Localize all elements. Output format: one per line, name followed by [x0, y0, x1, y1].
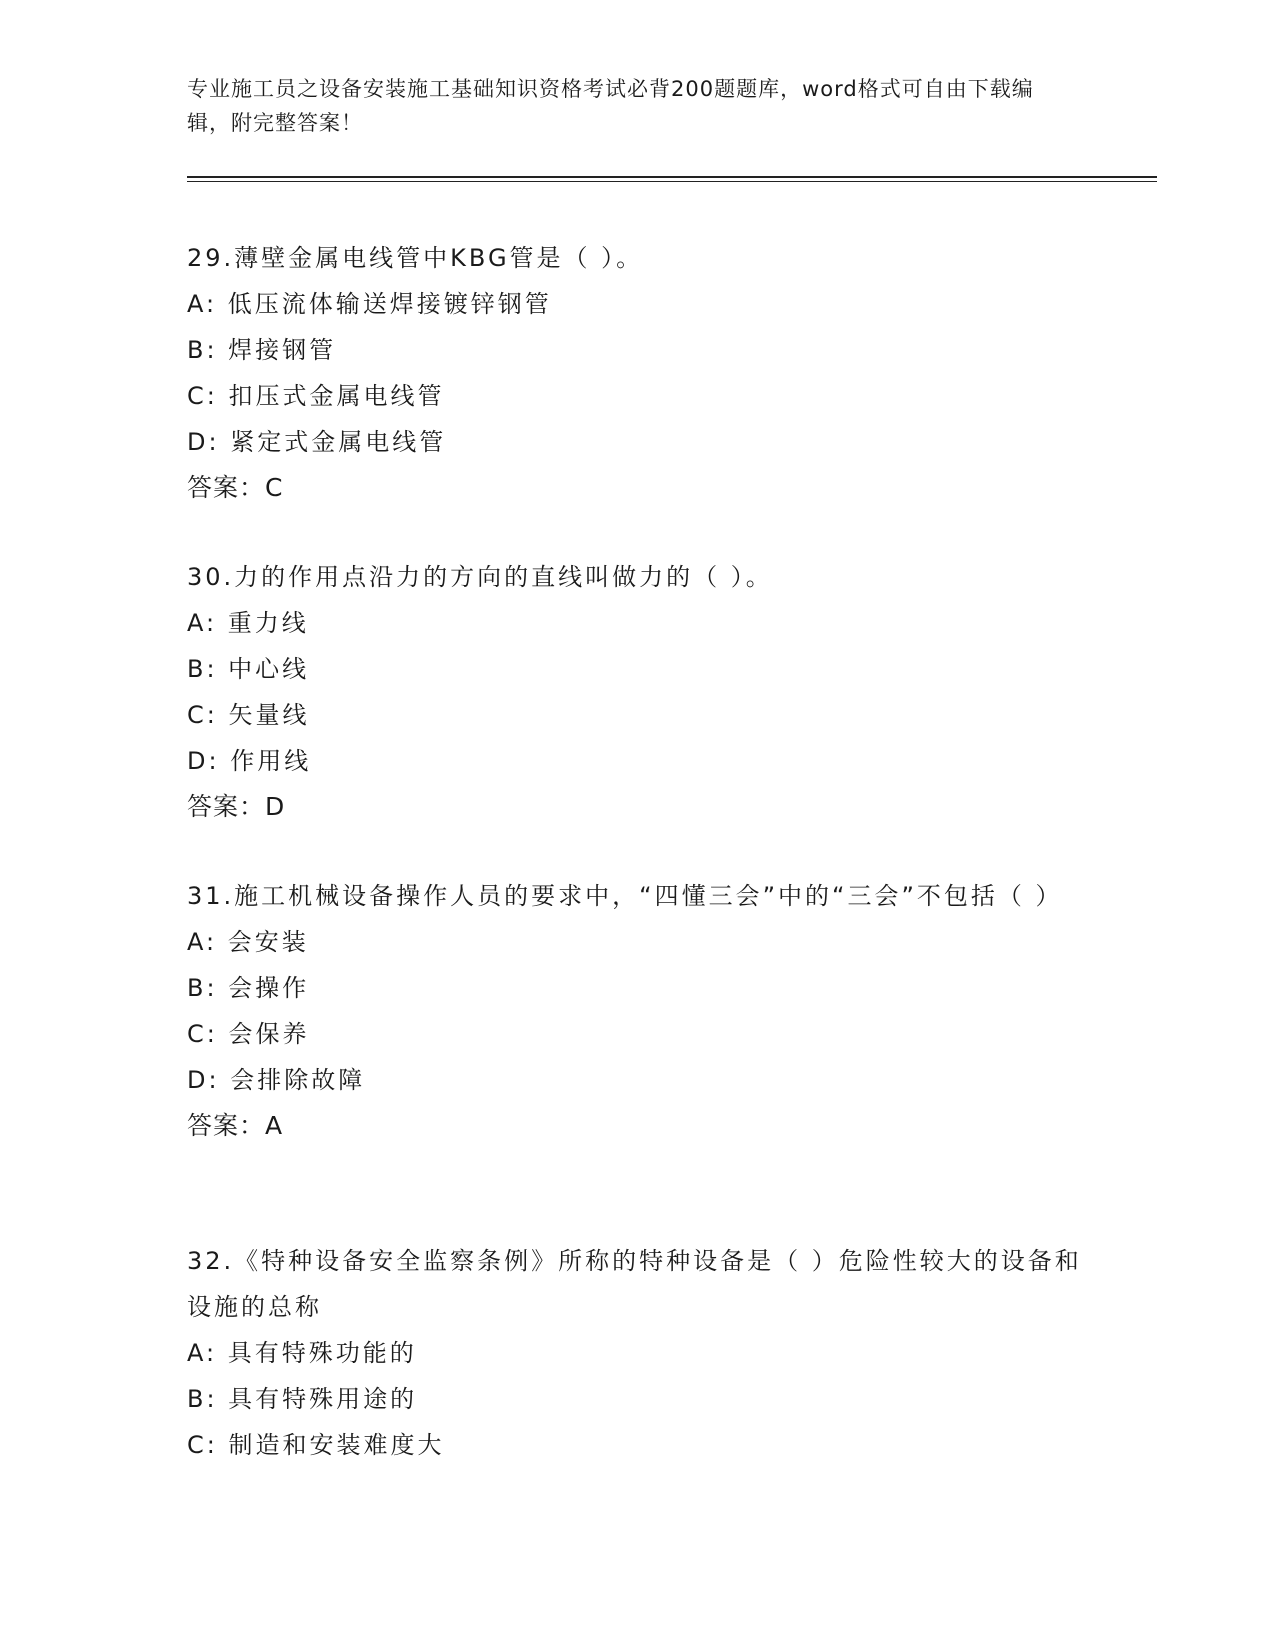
question-stem: 32.《特种设备安全监察条例》所称的特种设备是（ ）危险性较大的设备和设施的总称 — [187, 1247, 1082, 1321]
option-b: B: 中心线 — [187, 655, 310, 683]
option-c: C: 矢量线 — [187, 701, 310, 729]
option-a: A: 会安装 — [187, 928, 309, 956]
option-a: A: 低压流体输送焊接镀锌钢管 — [187, 290, 552, 318]
question-32 — [187, 1238, 1087, 1468]
option-c: C: 会保养 — [187, 1020, 310, 1048]
question-31 — [187, 873, 1087, 1149]
question-30 — [187, 554, 1087, 830]
document-header: 专业施工员之设备安装施工基础知识资格考试必背200题题库，word格式可自由下载编辑，附完整答案！ — [187, 77, 1034, 135]
option-b: B: 具有特殊用途的 — [187, 1385, 418, 1413]
option-d: D: 紧定式金属电线管 — [187, 428, 447, 456]
header-divider-thin — [187, 181, 1157, 182]
question-stem: 29.薄壁金属电线管中KBG管是（ ）。 — [187, 244, 644, 272]
option-b: B: 会操作 — [187, 974, 310, 1002]
question-stem: 31.施工机械设备操作人员的要求中，“四懂三会”中的“三会”不包括（ ） — [187, 882, 1063, 910]
option-d: D: 作用线 — [187, 747, 312, 775]
question-29 — [187, 235, 1087, 511]
header-divider-thick — [187, 176, 1157, 178]
option-a: A: 具有特殊功能的 — [187, 1339, 417, 1367]
option-d: D: 会排除故障 — [187, 1066, 366, 1094]
option-c: C: 扣压式金属电线管 — [187, 382, 445, 410]
answer-line: 答案：D — [187, 792, 286, 821]
question-stem: 30.力的作用点沿力的方向的直线叫做力的（ ）。 — [187, 563, 773, 591]
option-a: A: 重力线 — [187, 609, 309, 637]
option-b: B: 焊接钢管 — [187, 336, 337, 364]
answer-line: 答案：A — [187, 1111, 284, 1140]
answer-line: 答案：C — [187, 473, 284, 502]
option-c: C: 制造和安装难度大 — [187, 1431, 445, 1459]
